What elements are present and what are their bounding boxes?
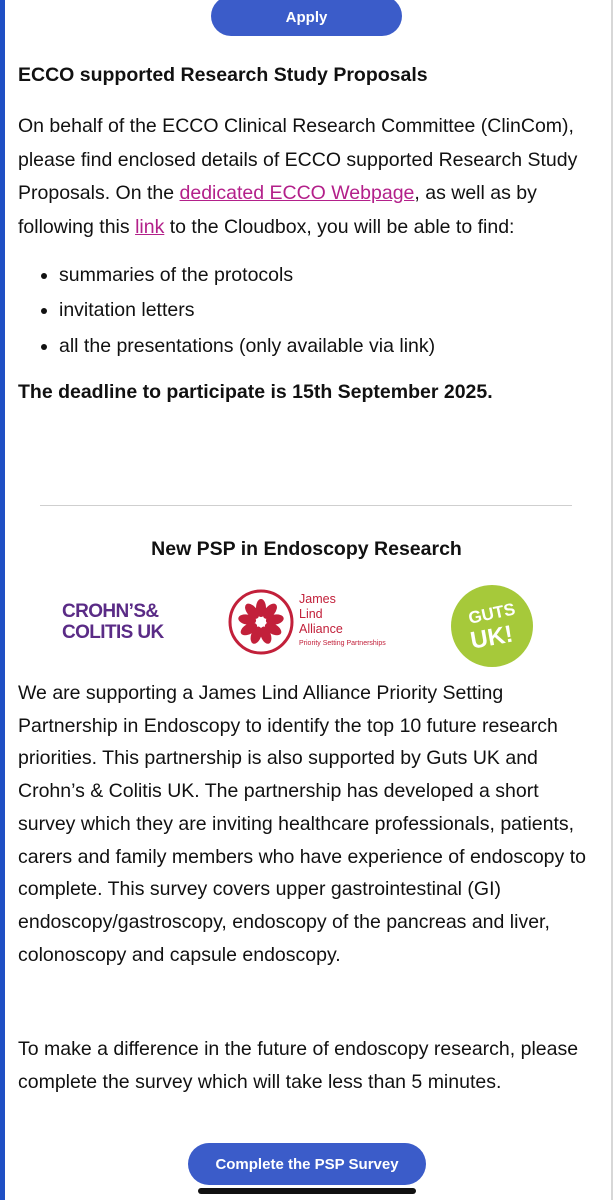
list-item: • invitation letters: [59, 293, 588, 329]
jla-subtitle: Priority Setting Partnerships: [299, 640, 386, 647]
guts-uk-logo: [449, 583, 535, 669]
crohns-colitis-uk-logo: CROHN’S& COLITIS UK: [62, 601, 164, 643]
psp-description: We are supporting a James Lind Alliance Priority Setting Partnership in Endoscopy to identify the top 10 future research priorities. This partnership is also supported by Guts UK and Crohn’s & Colitis UK. The partnership has developed a short survey which they are inviting healthcare professionals, patients, carers and family members who have experience of endoscopy to complete. This survey covers upper gastrointestinal (GI) endoscopy/gastroscopy, endoscopy of the pancreas and liver, colonoscopy and capsule endoscopy.: [18, 682, 586, 966]
list-item: • all the presentations (only available via link): [59, 329, 588, 365]
apply-button[interactable]: Apply: [211, 0, 402, 36]
cloudbox-link[interactable]: link: [135, 216, 165, 239]
intro-text-2: , as well as by following this: [18, 182, 537, 239]
complete-psp-survey-button[interactable]: Complete the PSP Survey: [188, 1143, 426, 1185]
home-indicator[interactable]: [198, 1188, 416, 1194]
jla-wordmark: James Lind Alliance: [299, 592, 343, 636]
deadline-text: The deadline to participate is 15th September 2025.: [18, 381, 493, 404]
left-frame-border: [0, 0, 5, 1200]
svg-text:GUTS: GUTS: [466, 599, 517, 628]
james-lind-alliance-logo: [227, 588, 407, 656]
jla-flower-icon: [227, 588, 297, 656]
psp-call-to-action: To make a difference in the future of endoscopy research, please complete the survey which will take less than 5 minutes.: [18, 1038, 579, 1093]
svg-text:UK!: UK!: [468, 620, 516, 655]
section-divider: [40, 505, 572, 506]
intro-text-1: On behalf of the ECCO Clinical Research Committee (ClinCom), please find enclosed details of ECCO supported Research Study Proposals. On the: [18, 115, 578, 205]
ecco-section: [18, 60, 588, 406]
dedicated-ecco-webpage-link[interactable]: dedicated ECCO Webpage: [179, 182, 415, 205]
list-item: • summaries of the protocols: [59, 258, 588, 294]
resources-list: [18, 258, 588, 365]
ecco-intro-paragraph: [18, 110, 588, 245]
psp-section-title: New PSP in Endoscopy Research: [151, 538, 462, 560]
ecco-section-title: ECCO supported Research Study Proposals: [18, 64, 428, 86]
intro-text-3: to the Cloudbox, you will be able to find:: [164, 216, 515, 239]
